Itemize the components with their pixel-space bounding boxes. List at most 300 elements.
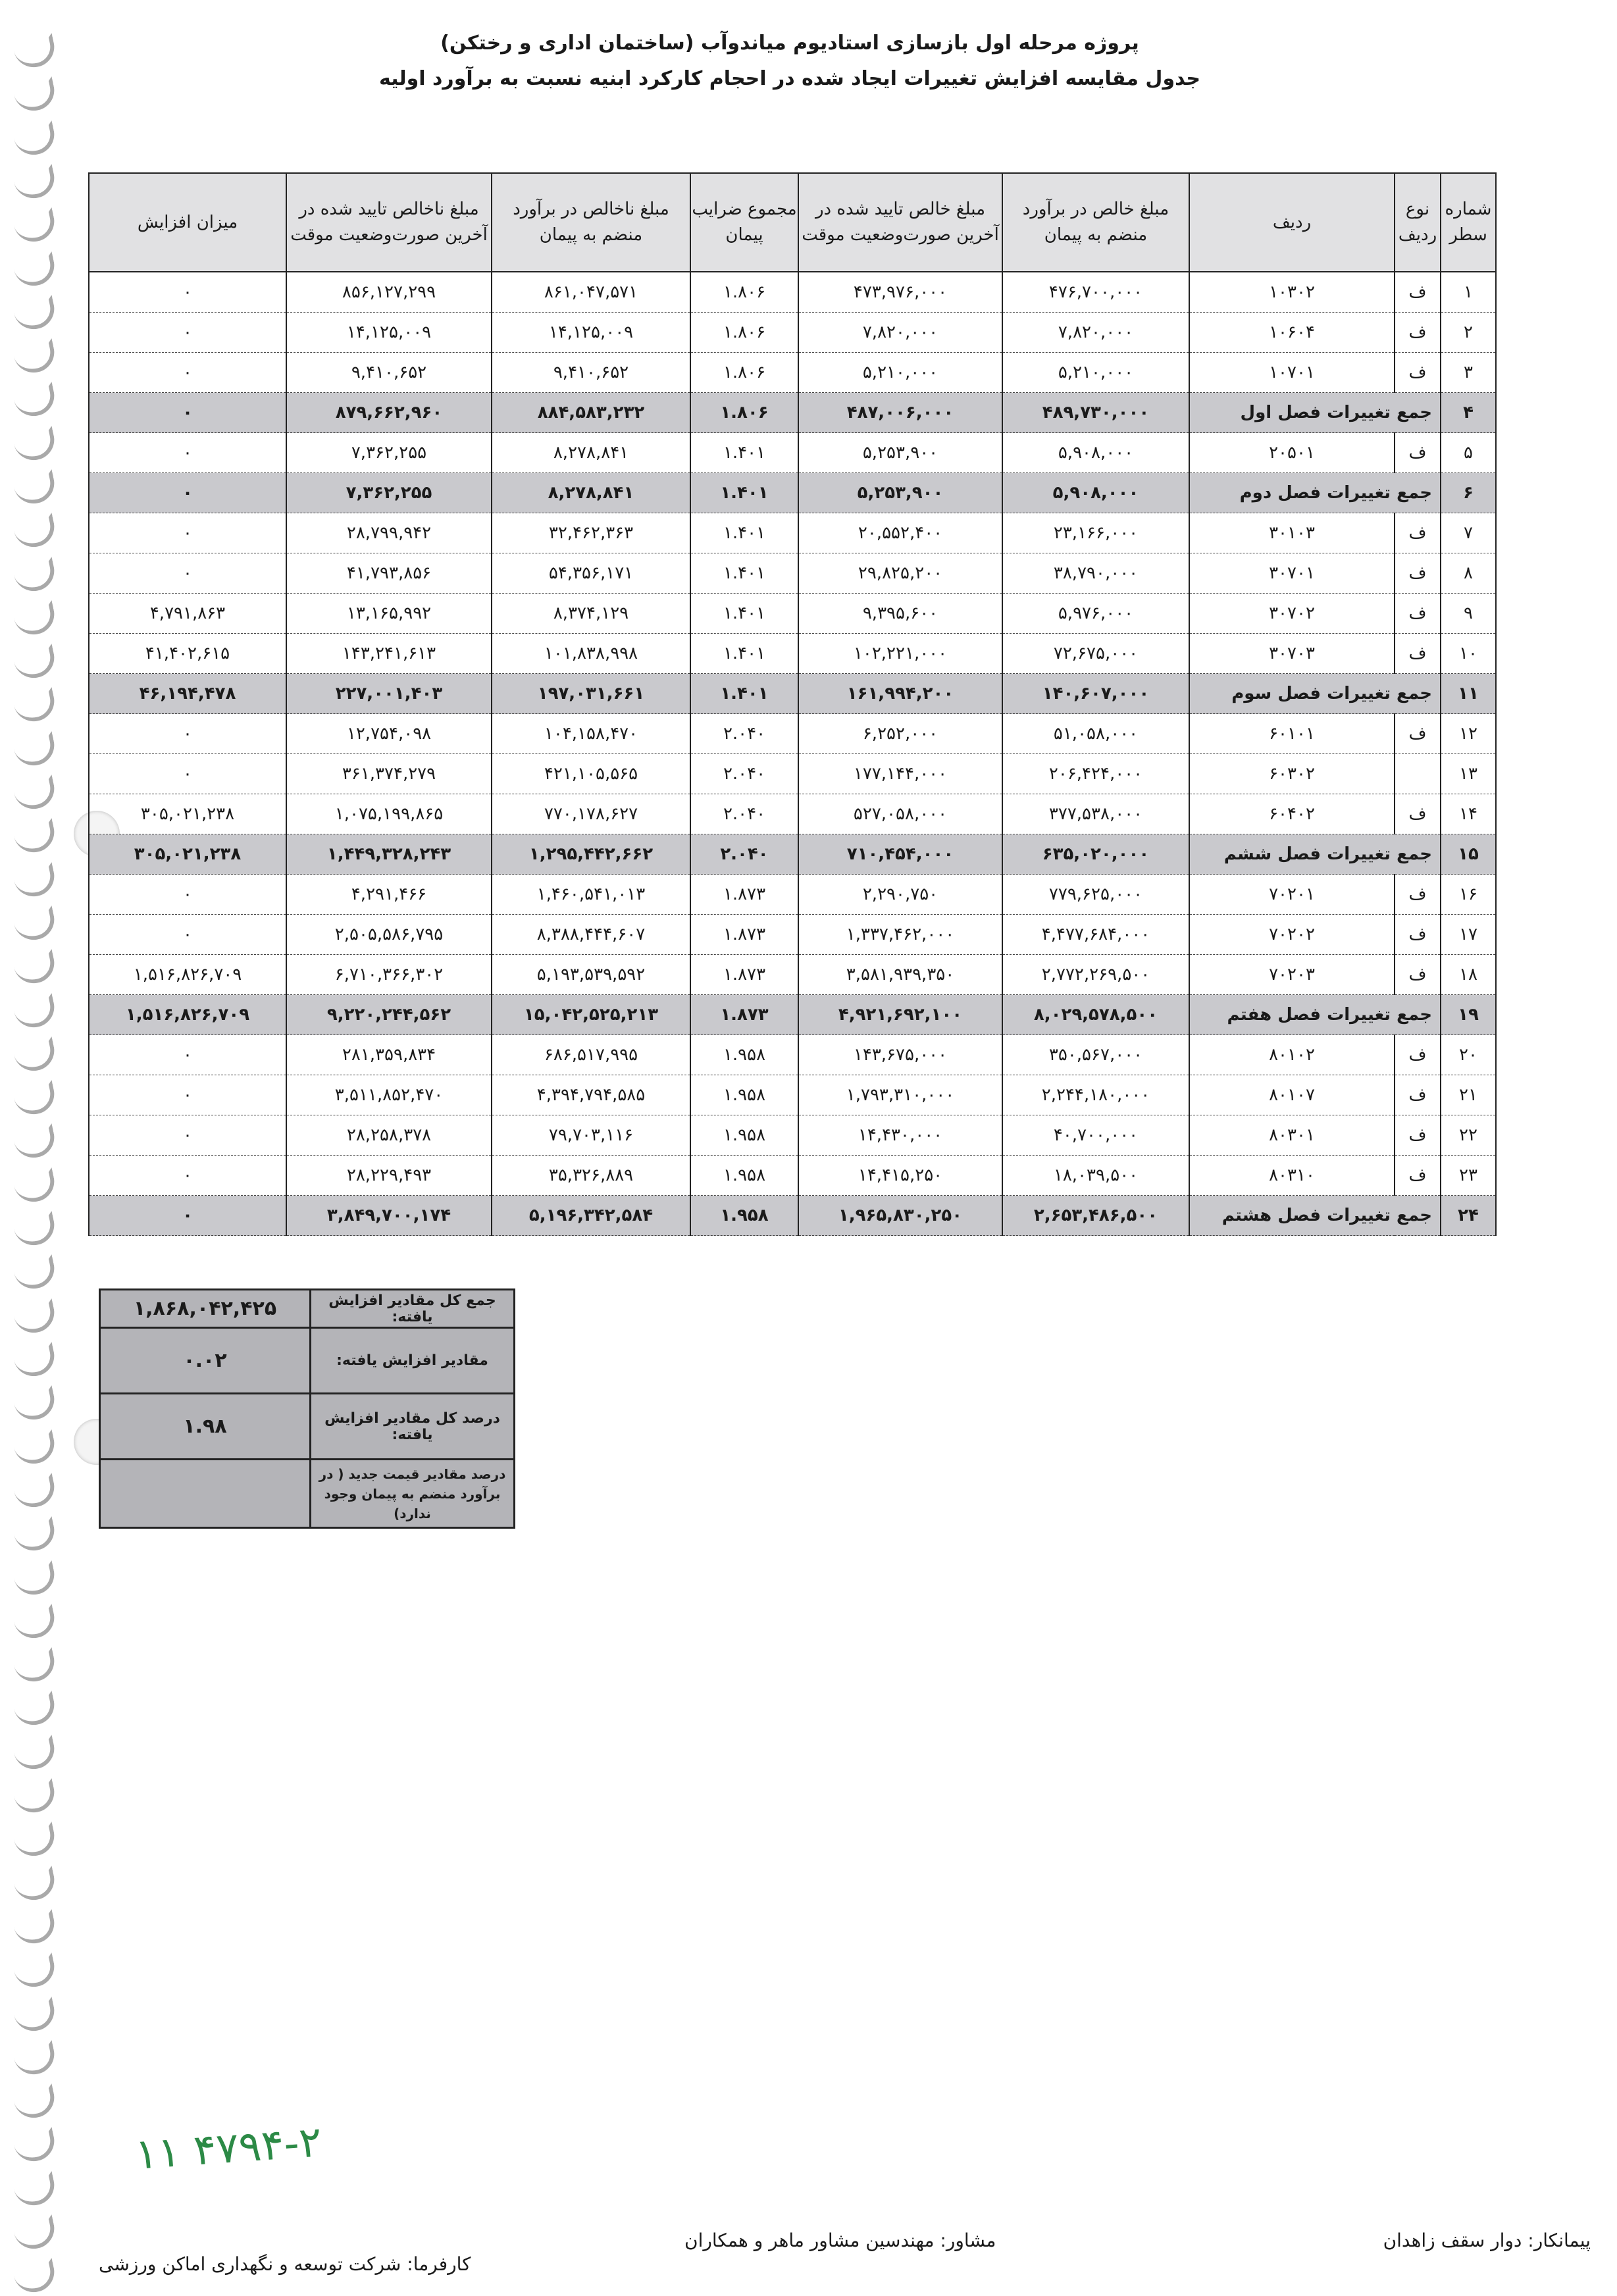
cell-item-type: ف: [1395, 594, 1441, 634]
cell-item: ۳۰۷۰۱: [1189, 553, 1395, 594]
cell-net-contract: ۱۴۰,۶۰۷,۰۰۰: [1002, 674, 1189, 714]
cell-net-latest: ۱,۹۶۵,۸۳۰,۲۵۰: [798, 1196, 1002, 1236]
cell-coefficients: ۱.۸۰۶: [690, 393, 798, 433]
binding-ring: [12, 2214, 58, 2253]
summary-value: ۰.۰۲: [100, 1328, 311, 1394]
cell-net-contract: ۲۳,۱۶۶,۰۰۰: [1002, 513, 1189, 553]
cell-coefficients: ۱.۹۵۸: [690, 1075, 798, 1115]
cell-coefficients: ۱.۴۰۱: [690, 513, 798, 553]
cell-gross-latest: ۲۸,۷۹۹,۹۴۲: [286, 513, 492, 553]
table-row: [89, 513, 1496, 553]
binding-ring: [12, 600, 58, 638]
cell-gross-latest: ۲۸,۲۵۸,۳۷۸: [286, 1115, 492, 1156]
binding-ring: [12, 731, 58, 769]
summary-table: [99, 1288, 515, 1529]
cell-item-type: ف: [1395, 353, 1441, 393]
cell-net-latest: ۱,۷۹۳,۳۱۰,۰۰۰: [798, 1075, 1002, 1115]
table-row: [89, 714, 1496, 754]
cell-gross-contract: ۵,۱۹۳,۵۳۹,۵۹۲: [492, 955, 690, 995]
cell-row-no: ۱۸: [1441, 955, 1496, 995]
table-title: جدول مقایسه افزایش تغییرات ایجاد شده در احجام کارکرد ابنیه نسبت به برآورد اولیه: [378, 67, 1201, 90]
summary-row-percent: [100, 1394, 515, 1460]
cell-gross-contract: ۸,۳۷۴,۱۲۹: [492, 594, 690, 634]
binding-ring: [12, 382, 58, 420]
binding-ring: [12, 207, 58, 245]
table-row: [89, 553, 1496, 594]
table-row: [89, 1035, 1496, 1075]
binding-ring: [12, 338, 58, 376]
cell-net-latest: ۵,۲۵۳,۹۰۰: [798, 433, 1002, 473]
cell-net-contract: ۳۷۷,۵۳۸,۰۰۰: [1002, 794, 1189, 834]
cell-gross-contract: ۱,۲۹۵,۴۴۲,۶۶۲: [492, 834, 690, 875]
binding-ring: [12, 513, 58, 551]
binding-ring: [12, 1997, 58, 2035]
cell-item: ۷۰۲۰۳: [1189, 955, 1395, 995]
table-subtotal-row: [89, 393, 1496, 433]
table-row: [89, 433, 1496, 473]
footer-employer: کارفرما: شرکت توسعه و نگهداری اماکن ورزشی: [99, 2253, 471, 2275]
cell-row-no: ۱۹: [1441, 995, 1496, 1035]
handwritten-reference-number: ۱۱ ۴۷۹۴-۲: [133, 2118, 324, 2180]
cell-net-contract: ۷,۸۲۰,۰۰۰: [1002, 313, 1189, 353]
table-row: [89, 794, 1496, 834]
cell-coefficients: ۱.۴۰۱: [690, 634, 798, 674]
cell-gross-contract: ۸,۲۷۸,۸۴۱: [492, 473, 690, 513]
cell-gross-latest: ۲۸,۲۲۹,۴۹۳: [286, 1156, 492, 1196]
binding-ring: [12, 1211, 58, 1249]
table-row: [89, 915, 1496, 955]
table-row: [89, 1075, 1496, 1115]
binding-ring: [12, 1952, 58, 1991]
cell-net-contract: ۴۸۹,۷۳۰,۰۰۰: [1002, 393, 1189, 433]
cell-item: ۷۰۲۰۲: [1189, 915, 1395, 955]
cell-item-type: ف: [1395, 634, 1441, 674]
binding-ring: [12, 949, 58, 987]
table-row: [89, 754, 1496, 794]
table-subtotal-row: [89, 995, 1496, 1035]
cell-subtotal-label: جمع تغییرات فصل هشتم: [1189, 1196, 1441, 1236]
cell-coefficients: ۲.۰۴۰: [690, 714, 798, 754]
summary-label: جمع کل مقادیر افزایش یافته:: [311, 1290, 515, 1328]
footer-contractor: پیمانکار: دوار سقف زاهدان: [1383, 2230, 1591, 2251]
cell-item: ۳۰۱۰۳: [1189, 513, 1395, 553]
cell-net-contract: ۳۵۰,۵۶۷,۰۰۰: [1002, 1035, 1189, 1075]
cell-row-no: ۲۲: [1441, 1115, 1496, 1156]
cell-item: ۸۰۱۰۷: [1189, 1075, 1395, 1115]
summary-row-total: [100, 1290, 515, 1328]
cell-increase: ۰: [89, 553, 286, 594]
cell-coefficients: ۱.۸۷۳: [690, 995, 798, 1035]
cell-item: ۳۰۷۰۲: [1189, 594, 1395, 634]
comparison-table: [88, 172, 1497, 1236]
cell-gross-latest: ۸۵۶,۱۲۷,۲۹۹: [286, 272, 492, 313]
summary-label: درصد مقادیر قیمت جدید ( در برآورد منضم به پیمان وجود ندارد): [311, 1460, 515, 1528]
header-item-type: نوع ردیف: [1395, 173, 1441, 272]
binding-ring: [12, 862, 58, 900]
cell-gross-contract: ۱۰۱,۸۳۸,۹۹۸: [492, 634, 690, 674]
header-coefficients: مجموع ضرایب پیمان: [690, 173, 798, 272]
binding-ring: [12, 251, 58, 290]
cell-gross-contract: ۱,۴۶۰,۵۴۱,۰۱۳: [492, 875, 690, 915]
cell-item: ۲۰۵۰۱: [1189, 433, 1395, 473]
cell-net-latest: ۴۸۷,۰۰۶,۰۰۰: [798, 393, 1002, 433]
binding-ring: [12, 1516, 58, 1554]
cell-increase: ۰: [89, 513, 286, 553]
cell-item-type: ف: [1395, 313, 1441, 353]
cell-net-contract: ۲,۶۵۳,۴۸۶,۵۰۰: [1002, 1196, 1189, 1236]
cell-net-latest: ۵,۲۵۳,۹۰۰: [798, 473, 1002, 513]
cell-gross-contract: ۸,۲۷۸,۸۴۱: [492, 433, 690, 473]
cell-item-type: ف: [1395, 1156, 1441, 1196]
cell-increase: ۰: [89, 313, 286, 353]
binding-ring: [12, 76, 58, 115]
summary-label: درصد کل مقادیر افزایش یافته:: [311, 1394, 515, 1460]
summary-row-new-prices: [100, 1460, 515, 1528]
cell-item: ۶۰۳۰۲: [1189, 754, 1395, 794]
cell-subtotal-label: جمع تغییرات فصل ششم: [1189, 834, 1441, 875]
cell-coefficients: ۱.۹۵۸: [690, 1196, 798, 1236]
cell-increase: ۴۱,۴۰۲,۶۱۵: [89, 634, 286, 674]
cell-increase: ۰: [89, 915, 286, 955]
header-increase: میزان افزایش: [89, 173, 286, 272]
cell-net-latest: ۱۴,۴۱۵,۲۵۰: [798, 1156, 1002, 1196]
binding-ring: [12, 1167, 58, 1206]
cell-item-type: ف: [1395, 714, 1441, 754]
table-row: [89, 313, 1496, 353]
cell-coefficients: ۱.۸۷۳: [690, 875, 798, 915]
cell-row-no: ۸: [1441, 553, 1496, 594]
cell-net-latest: ۹,۳۹۵,۶۰۰: [798, 594, 1002, 634]
table-subtotal-row: [89, 1196, 1496, 1236]
binding-ring: [12, 1385, 58, 1423]
cell-gross-latest: ۷,۳۶۲,۲۵۵: [286, 433, 492, 473]
binding-ring: [12, 1691, 58, 1729]
cell-increase: ۰: [89, 272, 286, 313]
cell-gross-latest: ۲,۵۰۵,۵۸۶,۷۹۵: [286, 915, 492, 955]
cell-coefficients: ۱.۹۵۸: [690, 1115, 798, 1156]
cell-increase: ۳۰۵,۰۲۱,۲۳۸: [89, 794, 286, 834]
cell-net-latest: ۷,۸۲۰,۰۰۰: [798, 313, 1002, 353]
cell-coefficients: ۱.۸۰۶: [690, 313, 798, 353]
cell-net-latest: ۴۷۳,۹۷۶,۰۰۰: [798, 272, 1002, 313]
cell-gross-latest: ۴۱,۷۹۳,۸۵۶: [286, 553, 492, 594]
binding-ring: [12, 2258, 58, 2296]
cell-gross-contract: ۱۹۷,۰۳۱,۶۶۱: [492, 674, 690, 714]
cell-gross-contract: ۱۵,۰۴۲,۵۲۵,۲۱۳: [492, 995, 690, 1035]
binding-ring: [12, 33, 58, 71]
cell-item-type: ف: [1395, 272, 1441, 313]
cell-net-contract: ۱۸,۰۳۹,۵۰۰: [1002, 1156, 1189, 1196]
spiral-binding: [0, 0, 72, 2293]
cell-net-contract: ۳۸,۷۹۰,۰۰۰: [1002, 553, 1189, 594]
cell-item: ۶۰۴۰۲: [1189, 794, 1395, 834]
cell-net-latest: ۱۰۲,۲۲۱,۰۰۰: [798, 634, 1002, 674]
cell-gross-latest: ۳,۵۱۱,۸۵۲,۴۷۰: [286, 1075, 492, 1115]
cell-item-type: ف: [1395, 1115, 1441, 1156]
cell-increase: ۰: [89, 754, 286, 794]
summary-value: ۱.۹۸: [100, 1394, 311, 1460]
cell-increase: ۴۶,۱۹۴,۴۷۸: [89, 674, 286, 714]
cell-gross-contract: ۷۹,۷۰۳,۱۱۶: [492, 1115, 690, 1156]
cell-row-no: ۲۰: [1441, 1035, 1496, 1075]
cell-increase: ۰: [89, 433, 286, 473]
header-item: ردیف: [1189, 173, 1395, 272]
header-row-no: شماره سطر: [1441, 173, 1496, 272]
cell-gross-latest: ۳,۸۴۹,۷۰۰,۱۷۴: [286, 1196, 492, 1236]
cell-increase: ۰: [89, 1196, 286, 1236]
cell-subtotal-label: جمع تغییرات فصل سوم: [1189, 674, 1441, 714]
binding-ring: [12, 120, 58, 159]
cell-gross-contract: ۵۴,۳۵۶,۱۷۱: [492, 553, 690, 594]
binding-ring: [12, 818, 58, 856]
binding-ring: [12, 1080, 58, 1118]
cell-item-type: ف: [1395, 513, 1441, 553]
cell-increase: ۱,۵۱۶,۸۲۶,۷۰۹: [89, 995, 286, 1035]
cell-coefficients: ۲.۰۴۰: [690, 754, 798, 794]
binding-ring: [12, 1036, 58, 1075]
project-title: پروژه مرحله اول بازسازی استادیوم میاندوآب (ساختمان اداری و رختکن): [440, 32, 1139, 55]
cell-row-no: ۱۷: [1441, 915, 1496, 955]
cell-increase: ۰: [89, 393, 286, 433]
cell-coefficients: ۱.۸۷۳: [690, 915, 798, 955]
binding-ring: [12, 2083, 58, 2122]
cell-item: ۷۰۲۰۱: [1189, 875, 1395, 915]
cell-coefficients: ۱.۴۰۱: [690, 433, 798, 473]
cell-net-latest: ۷۱۰,۴۵۴,۰۰۰: [798, 834, 1002, 875]
binding-ring: [12, 993, 58, 1031]
cell-item: ۸۰۳۱۰: [1189, 1156, 1395, 1196]
cell-gross-contract: ۳۵,۳۲۶,۸۸۹: [492, 1156, 690, 1196]
cell-net-contract: ۷۲,۶۷۵,۰۰۰: [1002, 634, 1189, 674]
cell-gross-contract: ۱۰۴,۱۵۸,۴۷۰: [492, 714, 690, 754]
cell-increase: ۰: [89, 875, 286, 915]
cell-gross-contract: ۸۸۴,۵۸۳,۲۳۲: [492, 393, 690, 433]
header-net-latest: مبلغ خالص تایید شده در آخرین صورت‌وضعیت موقت: [798, 173, 1002, 272]
summary-value: ۱,۸۶۸,۰۴۲,۴۲۵: [100, 1290, 311, 1328]
table-subtotal-row: [89, 834, 1496, 875]
footer-consultant: مشاور: مهندسین مشاور ماهر و همکاران: [684, 2230, 996, 2251]
cell-item-type: ف: [1395, 955, 1441, 995]
cell-increase: ۰: [89, 1075, 286, 1115]
cell-gross-latest: ۱۳,۱۶۵,۹۹۲: [286, 594, 492, 634]
cell-net-contract: ۲,۷۷۲,۲۶۹,۵۰۰: [1002, 955, 1189, 995]
binding-ring: [12, 1123, 58, 1161]
cell-increase: ۰: [89, 714, 286, 754]
cell-subtotal-label: جمع تغییرات فصل اول: [1189, 393, 1441, 433]
cell-net-latest: ۱۷۷,۱۴۴,۰۰۰: [798, 754, 1002, 794]
cell-row-no: ۱۶: [1441, 875, 1496, 915]
cell-row-no: ۲۴: [1441, 1196, 1496, 1236]
binding-ring: [12, 2171, 58, 2209]
cell-gross-contract: ۵,۱۹۶,۳۴۲,۵۸۴: [492, 1196, 690, 1236]
cell-gross-contract: ۱۴,۱۲۵,۰۰۹: [492, 313, 690, 353]
cell-gross-latest: ۲۲۷,۰۰۱,۴۰۳: [286, 674, 492, 714]
cell-net-latest: ۱۴۳,۶۷۵,۰۰۰: [798, 1035, 1002, 1075]
cell-subtotal-label: جمع تغییرات فصل هفتم: [1189, 995, 1441, 1035]
binding-ring: [12, 557, 58, 595]
cell-gross-latest: ۱,۴۴۹,۳۲۸,۲۴۳: [286, 834, 492, 875]
cell-net-latest: ۵,۲۱۰,۰۰۰: [798, 353, 1002, 393]
binding-ring: [12, 2040, 58, 2078]
cell-item: ۸۰۳۰۱: [1189, 1115, 1395, 1156]
cell-net-contract: ۴,۴۷۷,۶۸۴,۰۰۰: [1002, 915, 1189, 955]
cell-net-latest: ۲۰,۵۵۲,۴۰۰: [798, 513, 1002, 553]
binding-ring: [12, 775, 58, 813]
cell-increase: ۴,۷۹۱,۸۶۳: [89, 594, 286, 634]
cell-row-no: ۲: [1441, 313, 1496, 353]
cell-item: ۳۰۷۰۳: [1189, 634, 1395, 674]
summary-label: مقادیر افزایش یافته:: [311, 1328, 515, 1394]
cell-gross-contract: ۴۲۱,۱۰۵,۵۶۵: [492, 754, 690, 794]
cell-gross-latest: ۹,۴۱۰,۶۵۲: [286, 353, 492, 393]
cell-item: ۱۰۷۰۱: [1189, 353, 1395, 393]
binding-ring: [12, 1647, 58, 1685]
cell-gross-latest: ۹,۲۲۰,۲۴۴,۵۶۲: [286, 995, 492, 1035]
cell-net-latest: ۴,۹۲۱,۶۹۲,۱۰۰: [798, 995, 1002, 1035]
cell-net-latest: ۵۲۷,۰۵۸,۰۰۰: [798, 794, 1002, 834]
binding-ring: [12, 469, 58, 507]
table-row: [89, 634, 1496, 674]
cell-net-latest: ۳,۵۸۱,۹۳۹,۳۵۰: [798, 955, 1002, 995]
binding-ring: [12, 644, 58, 682]
cell-item: ۱۰۶۰۴: [1189, 313, 1395, 353]
cell-item: ۸۰۱۰۲: [1189, 1035, 1395, 1075]
summary-row-increase: [100, 1328, 515, 1394]
cell-increase: ۰: [89, 1115, 286, 1156]
cell-item-type: ف: [1395, 794, 1441, 834]
cell-gross-latest: ۲۸۱,۳۵۹,۸۳۴: [286, 1035, 492, 1075]
cell-net-contract: ۲۰۶,۴۲۴,۰۰۰: [1002, 754, 1189, 794]
binding-ring: [12, 1778, 58, 1816]
cell-increase: ۰: [89, 353, 286, 393]
cell-row-no: ۹: [1441, 594, 1496, 634]
table-row: [89, 1115, 1496, 1156]
cell-net-contract: ۶۳۵,۰۲۰,۰۰۰: [1002, 834, 1189, 875]
header-net-contract: مبلغ خالص در برآورد منضم به پیمان: [1002, 173, 1189, 272]
table-row: [89, 1156, 1496, 1196]
cell-gross-latest: ۸۷۹,۶۶۲,۹۶۰: [286, 393, 492, 433]
cell-coefficients: ۱.۸۷۳: [690, 955, 798, 995]
cell-increase: ۰: [89, 473, 286, 513]
binding-ring: [12, 687, 58, 725]
cell-row-no: ۱۱: [1441, 674, 1496, 714]
table-row: [89, 875, 1496, 915]
cell-row-no: ۳: [1441, 353, 1496, 393]
cell-gross-latest: ۶,۷۱۰,۳۶۶,۳۰۲: [286, 955, 492, 995]
binding-ring: [12, 1254, 58, 1292]
cell-row-no: ۱۰: [1441, 634, 1496, 674]
cell-increase: ۰: [89, 1156, 286, 1196]
cell-item-type: ف: [1395, 875, 1441, 915]
table-subtotal-row: [89, 674, 1496, 714]
binding-ring: [12, 1429, 58, 1467]
table-row: [89, 353, 1496, 393]
cell-gross-latest: ۱۴,۱۲۵,۰۰۹: [286, 313, 492, 353]
cell-subtotal-label: جمع تغییرات فصل دوم: [1189, 473, 1441, 513]
cell-net-contract: ۵,۹۰۸,۰۰۰: [1002, 473, 1189, 513]
binding-ring: [12, 295, 58, 333]
cell-gross-latest: ۱۲,۷۵۴,۰۹۸: [286, 714, 492, 754]
binding-ring: [12, 906, 58, 944]
cell-row-no: ۷: [1441, 513, 1496, 553]
table-header-row: [89, 173, 1496, 272]
cell-gross-contract: ۳۲,۴۶۲,۳۶۳: [492, 513, 690, 553]
cell-gross-latest: ۴,۲۹۱,۴۶۶: [286, 875, 492, 915]
binding-ring: [12, 1735, 58, 1773]
cell-row-no: ۴: [1441, 393, 1496, 433]
cell-item-type: ف: [1395, 1075, 1441, 1115]
header-gross-latest: مبلغ ناخالص تایید شده در آخرین صورت‌وضعیت موقت: [286, 173, 492, 272]
cell-gross-latest: ۷,۳۶۲,۲۵۵: [286, 473, 492, 513]
cell-coefficients: ۱.۹۵۸: [690, 1035, 798, 1075]
cell-gross-contract: ۷۷۰,۱۷۸,۶۲۷: [492, 794, 690, 834]
cell-gross-contract: ۸۶۱,۰۴۷,۵۷۱: [492, 272, 690, 313]
cell-gross-contract: ۴,۳۹۴,۷۹۴,۵۸۵: [492, 1075, 690, 1115]
cell-coefficients: ۲.۰۴۰: [690, 834, 798, 875]
cell-net-contract: ۵,۹۷۶,۰۰۰: [1002, 594, 1189, 634]
binding-ring: [12, 1604, 58, 1642]
cell-row-no: ۵: [1441, 433, 1496, 473]
binding-ring: [12, 1909, 58, 1947]
cell-item: ۶۰۱۰۱: [1189, 714, 1395, 754]
binding-ring: [12, 1473, 58, 1511]
table-subtotal-row: [89, 473, 1496, 513]
cell-net-latest: ۱۴,۴۳۰,۰۰۰: [798, 1115, 1002, 1156]
cell-gross-latest: ۱۴۳,۲۴۱,۶۱۳: [286, 634, 492, 674]
cell-coefficients: ۱.۴۰۱: [690, 674, 798, 714]
cell-coefficients: ۱.۹۵۸: [690, 1156, 798, 1196]
cell-row-no: ۲۱: [1441, 1075, 1496, 1115]
cell-net-contract: ۴۷۶,۷۰۰,۰۰۰: [1002, 272, 1189, 313]
binding-ring: [12, 1822, 58, 1860]
cell-item: ۱۰۳۰۲: [1189, 272, 1395, 313]
cell-coefficients: ۱.۴۰۱: [690, 473, 798, 513]
cell-gross-contract: ۶۸۶,۵۱۷,۹۹۵: [492, 1035, 690, 1075]
binding-ring: [12, 426, 58, 464]
binding-ring: [12, 2127, 58, 2165]
cell-item-type: ف: [1395, 553, 1441, 594]
cell-row-no: ۱۳: [1441, 754, 1496, 794]
cell-net-contract: ۷۷۹,۶۲۵,۰۰۰: [1002, 875, 1189, 915]
cell-item-type: ف: [1395, 915, 1441, 955]
cell-gross-latest: ۳۶۱,۳۷۴,۲۷۹: [286, 754, 492, 794]
table-row: [89, 955, 1496, 995]
cell-item-type: ف: [1395, 1035, 1441, 1075]
binding-ring: [12, 1866, 58, 1904]
cell-coefficients: ۱.۴۰۱: [690, 594, 798, 634]
cell-increase: ۳۰۵,۰۲۱,۲۳۸: [89, 834, 286, 875]
cell-item-type: [1395, 754, 1441, 794]
cell-net-contract: ۸,۰۲۹,۵۷۸,۵۰۰: [1002, 995, 1189, 1035]
cell-row-no: ۲۳: [1441, 1156, 1496, 1196]
cell-increase: ۱,۵۱۶,۸۲۶,۷۰۹: [89, 955, 286, 995]
cell-net-contract: ۵۱,۰۵۸,۰۰۰: [1002, 714, 1189, 754]
summary-value: [100, 1460, 311, 1528]
cell-coefficients: ۱.۸۰۶: [690, 353, 798, 393]
cell-net-contract: ۵,۹۰۸,۰۰۰: [1002, 433, 1189, 473]
cell-row-no: ۱۴: [1441, 794, 1496, 834]
cell-net-contract: ۴۰,۷۰۰,۰۰۰: [1002, 1115, 1189, 1156]
binding-ring: [12, 1560, 58, 1598]
binding-ring: [12, 164, 58, 202]
cell-coefficients: ۱.۸۰۶: [690, 272, 798, 313]
cell-net-latest: ۱,۳۳۷,۴۶۲,۰۰۰: [798, 915, 1002, 955]
cell-row-no: ۱۵: [1441, 834, 1496, 875]
cell-item-type: ف: [1395, 433, 1441, 473]
cell-row-no: ۶: [1441, 473, 1496, 513]
cell-gross-latest: ۱,۰۷۵,۱۹۹,۸۶۵: [286, 794, 492, 834]
cell-row-no: ۱۲: [1441, 714, 1496, 754]
